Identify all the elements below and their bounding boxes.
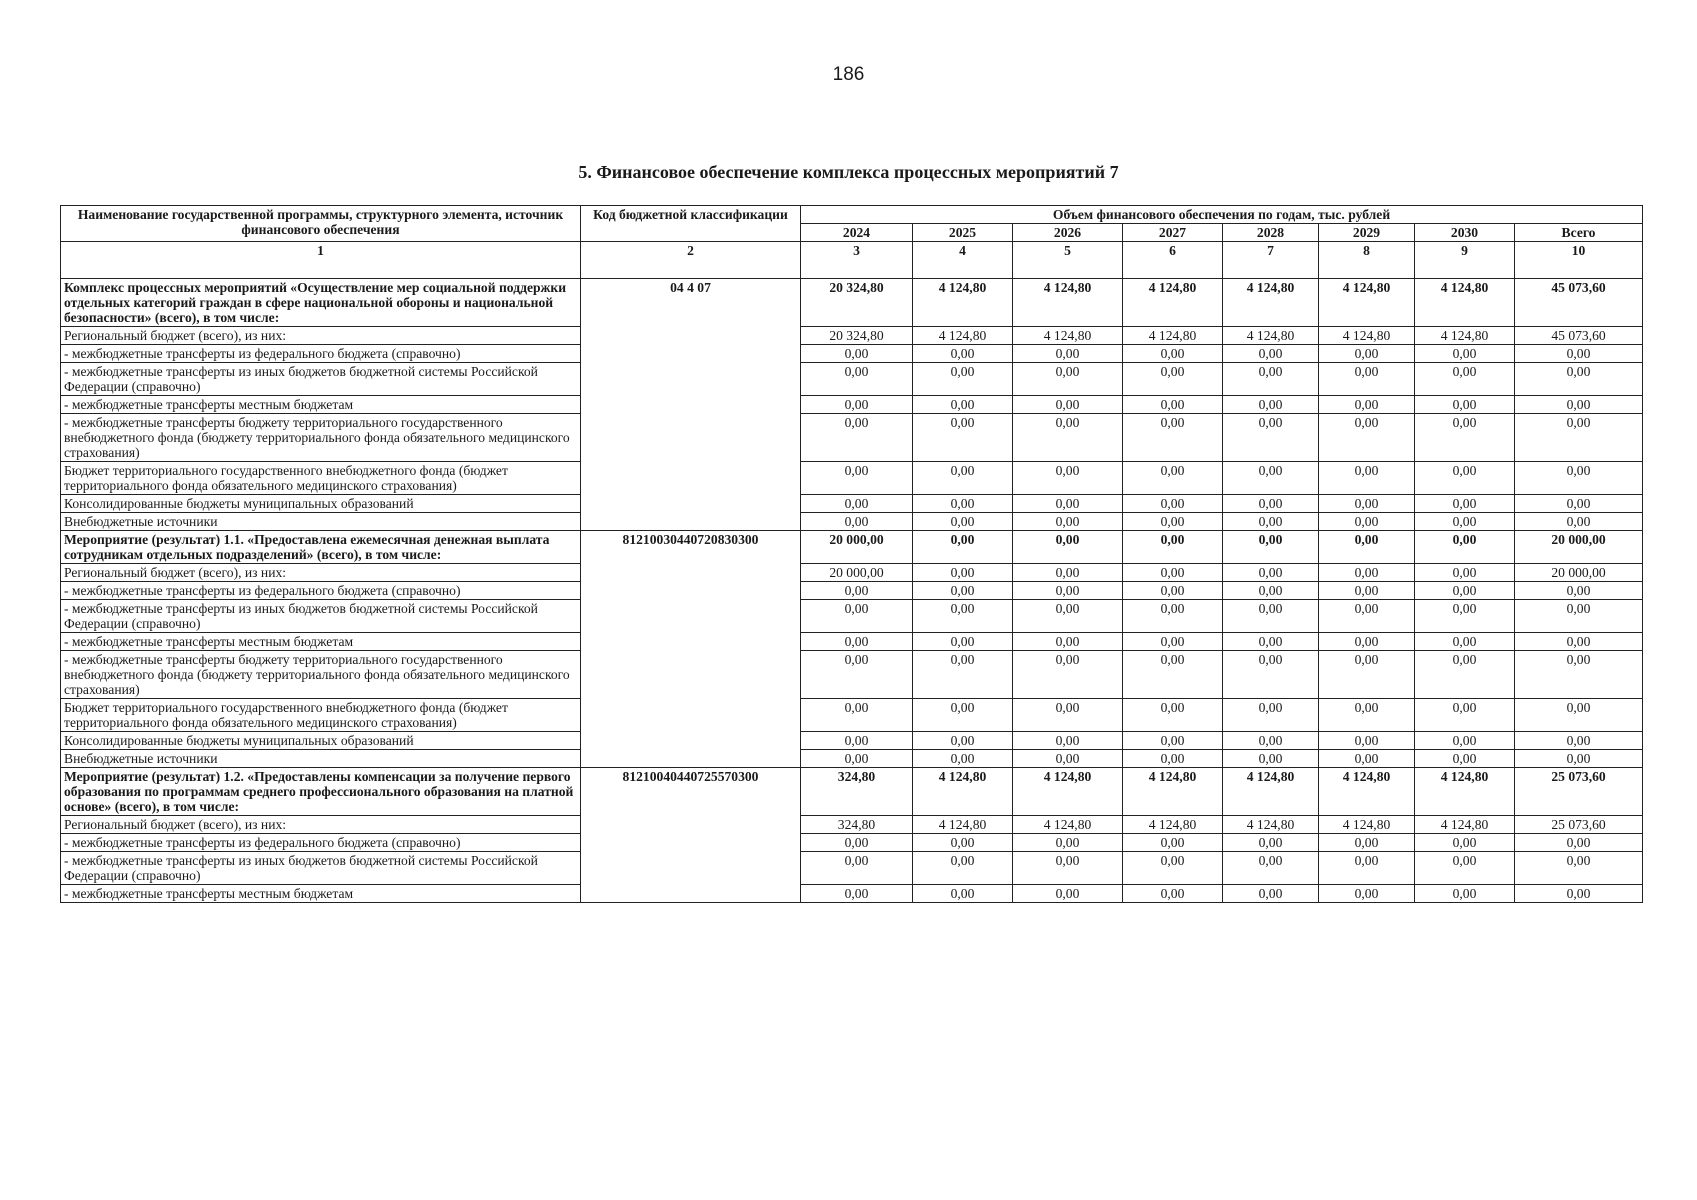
value-cell: 0,00 [1415, 852, 1515, 885]
value-cell: 0,00 [1013, 462, 1123, 495]
value-cell: 20 000,00 [801, 564, 913, 582]
header-column-index: 8 [1319, 242, 1415, 279]
value-cell: 0,00 [1223, 699, 1319, 732]
value-cell: 0,00 [1415, 651, 1515, 699]
row-name: - межбюджетные трансферты из иных бюджетов бюджетной системы Российской Федерации (справочно) [61, 852, 581, 885]
header-column-index: 4 [913, 242, 1013, 279]
header-column-index: 9 [1415, 242, 1515, 279]
value-cell: 0,00 [801, 582, 913, 600]
header-code: Код бюджетной классификации [581, 206, 801, 242]
value-cell: 4 124,80 [1319, 279, 1415, 327]
value-cell: 0,00 [1123, 885, 1223, 903]
value-cell: 0,00 [1415, 345, 1515, 363]
header-year: 2028 [1223, 224, 1319, 242]
table-row [61, 564, 1643, 582]
table-row [61, 816, 1643, 834]
value-cell: 0,00 [1415, 414, 1515, 462]
row-name: - межбюджетные трансферты бюджету территориального государственного внебюджетного фонда (бюджету территориального фонда обязательного медицинского страхования) [61, 414, 581, 462]
value-cell: 4 124,80 [1415, 816, 1515, 834]
table-row [61, 495, 1643, 513]
value-cell: 0,00 [1415, 462, 1515, 495]
value-cell: 0,00 [1415, 699, 1515, 732]
value-cell: 4 124,80 [913, 768, 1013, 816]
table-row [61, 462, 1643, 495]
budget-code: 04 4 07 [581, 279, 801, 531]
value-cell: 0,00 [1415, 600, 1515, 633]
value-cell: 0,00 [1013, 600, 1123, 633]
value-cell: 0,00 [1515, 495, 1643, 513]
table-row [61, 363, 1643, 396]
value-cell: 0,00 [1319, 513, 1415, 531]
value-cell: 0,00 [801, 885, 913, 903]
value-cell: 0,00 [1013, 582, 1123, 600]
value-cell: 4 124,80 [1415, 768, 1515, 816]
value-cell: 45 073,60 [1515, 327, 1643, 345]
header-column-index: 10 [1515, 242, 1643, 279]
value-cell: 0,00 [801, 651, 913, 699]
value-cell: 0,00 [1013, 414, 1123, 462]
value-cell: 0,00 [1415, 396, 1515, 414]
value-cell: 20 000,00 [1515, 531, 1643, 564]
value-cell: 0,00 [1123, 732, 1223, 750]
value-cell: 0,00 [1515, 345, 1643, 363]
value-cell: 0,00 [1415, 633, 1515, 651]
row-name: - межбюджетные трансферты из федерального бюджета (справочно) [61, 582, 581, 600]
table-row [61, 834, 1643, 852]
row-name: - межбюджетные трансферты местным бюджетам [61, 633, 581, 651]
value-cell: 0,00 [1223, 564, 1319, 582]
value-cell: 4 124,80 [1123, 768, 1223, 816]
value-cell: 0,00 [1515, 396, 1643, 414]
row-name: Бюджет территориального государственного внебюджетного фонда (бюджет территориального фонда обязательного медицинского страхования) [61, 462, 581, 495]
section-header-row [61, 531, 1643, 564]
table-row [61, 651, 1643, 699]
table-row [61, 885, 1643, 903]
value-cell: 0,00 [1319, 396, 1415, 414]
value-cell: 0,00 [913, 531, 1013, 564]
row-name: Мероприятие (результат) 1.1. «Предоставлена ежемесячная денежная выплата сотрудникам отдельных подразделений» (всего), в том числе: [61, 531, 581, 564]
value-cell: 0,00 [1415, 363, 1515, 396]
value-cell: 0,00 [1223, 600, 1319, 633]
value-cell: 0,00 [1223, 852, 1319, 885]
value-cell: 0,00 [1515, 732, 1643, 750]
header-column-index: 1 [61, 242, 581, 279]
table-row [61, 852, 1643, 885]
value-cell: 0,00 [1415, 750, 1515, 768]
value-cell: 324,80 [801, 768, 913, 816]
value-cell: 4 124,80 [1123, 816, 1223, 834]
table-row [61, 699, 1643, 732]
value-cell: 0,00 [1223, 495, 1319, 513]
header-volume: Объем финансового обеспечения по годам, тыс. рублей [801, 206, 1643, 224]
value-cell: 0,00 [1123, 600, 1223, 633]
value-cell: 0,00 [1013, 531, 1123, 564]
value-cell: 0,00 [1013, 633, 1123, 651]
value-cell: 0,00 [1319, 600, 1415, 633]
row-name: - межбюджетные трансферты местным бюджетам [61, 396, 581, 414]
header-year: 2025 [913, 224, 1013, 242]
value-cell: 0,00 [1515, 363, 1643, 396]
value-cell: 4 124,80 [1013, 768, 1123, 816]
value-cell: 4 124,80 [1223, 279, 1319, 327]
value-cell: 0,00 [1013, 834, 1123, 852]
value-cell: 4 124,80 [1415, 327, 1515, 345]
value-cell: 4 124,80 [1319, 768, 1415, 816]
value-cell: 4 124,80 [1123, 279, 1223, 327]
table-row [61, 327, 1643, 345]
value-cell: 0,00 [1515, 513, 1643, 531]
value-cell: 0,00 [1013, 852, 1123, 885]
value-cell: 20 000,00 [801, 531, 913, 564]
value-cell: 0,00 [1515, 462, 1643, 495]
value-cell: 0,00 [1319, 414, 1415, 462]
row-name: - межбюджетные трансферты из федерального бюджета (справочно) [61, 345, 581, 363]
value-cell: 0,00 [913, 396, 1013, 414]
value-cell: 0,00 [1013, 513, 1123, 531]
value-cell: 4 124,80 [913, 327, 1013, 345]
value-cell: 0,00 [1319, 651, 1415, 699]
value-cell: 4 124,80 [1223, 816, 1319, 834]
value-cell: 45 073,60 [1515, 279, 1643, 327]
value-cell: 0,00 [1223, 633, 1319, 651]
value-cell: 0,00 [1515, 699, 1643, 732]
value-cell: 0,00 [913, 651, 1013, 699]
value-cell: 0,00 [1415, 834, 1515, 852]
value-cell: 0,00 [1319, 462, 1415, 495]
value-cell: 0,00 [1123, 582, 1223, 600]
value-cell: 0,00 [801, 495, 913, 513]
value-cell: 0,00 [1013, 699, 1123, 732]
value-cell: 0,00 [1223, 885, 1319, 903]
value-cell: 0,00 [1319, 834, 1415, 852]
value-cell: 0,00 [1515, 600, 1643, 633]
row-name: Региональный бюджет (всего), из них: [61, 327, 581, 345]
value-cell: 0,00 [913, 732, 1013, 750]
header-column-index: 3 [801, 242, 913, 279]
value-cell: 0,00 [1415, 513, 1515, 531]
value-cell: 0,00 [1123, 633, 1223, 651]
value-cell: 4 124,80 [1415, 279, 1515, 327]
value-cell: 0,00 [913, 564, 1013, 582]
value-cell: 0,00 [1223, 651, 1319, 699]
value-cell: 0,00 [913, 834, 1013, 852]
value-cell: 4 124,80 [1319, 816, 1415, 834]
value-cell: 4 124,80 [1223, 768, 1319, 816]
value-cell: 0,00 [913, 363, 1013, 396]
row-name: Внебюджетные источники [61, 750, 581, 768]
value-cell: 0,00 [1123, 414, 1223, 462]
header-column-index: 7 [1223, 242, 1319, 279]
value-cell: 0,00 [1319, 495, 1415, 513]
value-cell: 20 324,80 [801, 279, 913, 327]
value-cell: 20 000,00 [1515, 564, 1643, 582]
table-row [61, 396, 1643, 414]
header-row-main [61, 206, 1643, 224]
value-cell: 0,00 [913, 633, 1013, 651]
value-cell: 0,00 [1223, 732, 1319, 750]
header-year: 2029 [1319, 224, 1415, 242]
header-column-index: 6 [1123, 242, 1223, 279]
value-cell: 0,00 [913, 885, 1013, 903]
value-cell: 4 124,80 [913, 816, 1013, 834]
value-cell: 0,00 [1515, 885, 1643, 903]
value-cell: 0,00 [913, 750, 1013, 768]
value-cell: 0,00 [801, 363, 913, 396]
value-cell: 0,00 [801, 852, 913, 885]
value-cell: 0,00 [1415, 495, 1515, 513]
row-name: - межбюджетные трансферты из федерального бюджета (справочно) [61, 834, 581, 852]
value-cell: 0,00 [801, 600, 913, 633]
value-cell: 0,00 [1013, 396, 1123, 414]
value-cell: 0,00 [1415, 732, 1515, 750]
value-cell: 0,00 [1123, 345, 1223, 363]
value-cell: 0,00 [1223, 396, 1319, 414]
value-cell: 0,00 [1013, 732, 1123, 750]
value-cell: 0,00 [1123, 396, 1223, 414]
value-cell: 0,00 [913, 513, 1013, 531]
value-cell: 4 124,80 [1013, 279, 1123, 327]
value-cell: 0,00 [1123, 651, 1223, 699]
table-row [61, 633, 1643, 651]
value-cell: 0,00 [1123, 513, 1223, 531]
table-row [61, 582, 1643, 600]
value-cell: 0,00 [1319, 633, 1415, 651]
value-cell: 0,00 [1319, 564, 1415, 582]
value-cell: 0,00 [801, 732, 913, 750]
value-cell: 0,00 [1319, 852, 1415, 885]
value-cell: 0,00 [801, 750, 913, 768]
header-year: 2030 [1415, 224, 1515, 242]
header-year: Всего [1515, 224, 1643, 242]
section-header-row [61, 768, 1643, 816]
value-cell: 0,00 [1415, 531, 1515, 564]
row-name: - межбюджетные трансферты бюджету территориального государственного внебюджетного фонда (бюджету территориального фонда обязательного медицинского страхования) [61, 651, 581, 699]
financing-table [60, 205, 1643, 903]
value-cell: 0,00 [1123, 495, 1223, 513]
value-cell: 0,00 [913, 852, 1013, 885]
value-cell: 0,00 [1013, 564, 1123, 582]
row-name: Бюджет территориального государственного внебюджетного фонда (бюджет территориального фонда обязательного медицинского страхования) [61, 699, 581, 732]
header-year: 2026 [1013, 224, 1123, 242]
value-cell: 0,00 [1319, 699, 1415, 732]
value-cell: 4 124,80 [1123, 327, 1223, 345]
value-cell: 0,00 [1123, 363, 1223, 396]
section-header-row [61, 279, 1643, 327]
value-cell: 0,00 [1123, 564, 1223, 582]
row-name: Региональный бюджет (всего), из них: [61, 816, 581, 834]
table-row [61, 414, 1643, 462]
value-cell: 0,00 [1123, 834, 1223, 852]
value-cell: 4 124,80 [1319, 327, 1415, 345]
table-body [61, 279, 1643, 903]
value-cell: 0,00 [1515, 852, 1643, 885]
header-year: 2027 [1123, 224, 1223, 242]
value-cell: 0,00 [913, 414, 1013, 462]
value-cell: 0,00 [1223, 414, 1319, 462]
row-name: - межбюджетные трансферты местным бюджетам [61, 885, 581, 903]
page-title: 5. Финансовое обеспечение комплекса процессных мероприятий 7 [578, 162, 1119, 182]
value-cell: 0,00 [1319, 885, 1415, 903]
value-cell: 0,00 [801, 345, 913, 363]
value-cell: 0,00 [1319, 732, 1415, 750]
value-cell: 0,00 [1319, 531, 1415, 564]
value-cell: 0,00 [1123, 531, 1223, 564]
header-column-index: 2 [581, 242, 801, 279]
value-cell: 0,00 [1123, 750, 1223, 768]
value-cell: 0,00 [1013, 750, 1123, 768]
table-row [61, 750, 1643, 768]
header-name: Наименование государственной программы, структурного элемента, источник финансового обеспечения [61, 206, 581, 242]
value-cell: 0,00 [1515, 414, 1643, 462]
page-number: 186 [832, 64, 865, 85]
value-cell: 0,00 [801, 513, 913, 531]
header-row-index [61, 242, 1643, 279]
value-cell: 0,00 [1415, 564, 1515, 582]
value-cell: 0,00 [1123, 699, 1223, 732]
value-cell: 0,00 [1515, 633, 1643, 651]
row-name: Консолидированные бюджеты муниципальных образований [61, 495, 581, 513]
row-name: Региональный бюджет (всего), из них: [61, 564, 581, 582]
value-cell: 0,00 [913, 495, 1013, 513]
budget-code: 81210040440725570300 [581, 768, 801, 903]
value-cell: 0,00 [1223, 363, 1319, 396]
value-cell: 4 124,80 [1013, 327, 1123, 345]
value-cell: 0,00 [1013, 885, 1123, 903]
value-cell: 0,00 [1123, 462, 1223, 495]
value-cell: 0,00 [1319, 582, 1415, 600]
value-cell: 0,00 [801, 414, 913, 462]
value-cell: 0,00 [913, 345, 1013, 363]
value-cell: 0,00 [1123, 852, 1223, 885]
value-cell: 0,00 [1223, 582, 1319, 600]
value-cell: 0,00 [801, 396, 913, 414]
row-name: Мероприятие (результат) 1.2. «Предоставлены компенсации за получение первого образования по программам среднего профессионального образования на платной основе» (всего), в том числе: [61, 768, 581, 816]
value-cell: 0,00 [801, 633, 913, 651]
row-name: Консолидированные бюджеты муниципальных образований [61, 732, 581, 750]
value-cell: 0,00 [1515, 834, 1643, 852]
value-cell: 0,00 [1223, 834, 1319, 852]
value-cell: 0,00 [801, 699, 913, 732]
value-cell: 0,00 [913, 462, 1013, 495]
value-cell: 0,00 [1013, 363, 1123, 396]
value-cell: 0,00 [1013, 651, 1123, 699]
value-cell: 0,00 [1013, 345, 1123, 363]
value-cell: 0,00 [913, 699, 1013, 732]
value-cell: 0,00 [1223, 513, 1319, 531]
table-row [61, 345, 1643, 363]
value-cell: 20 324,80 [801, 327, 913, 345]
value-cell: 0,00 [1319, 363, 1415, 396]
value-cell: 0,00 [1515, 582, 1643, 600]
value-cell: 4 124,80 [1223, 327, 1319, 345]
table-row [61, 513, 1643, 531]
value-cell: 0,00 [1013, 495, 1123, 513]
table-row [61, 600, 1643, 633]
value-cell: 4 124,80 [913, 279, 1013, 327]
row-name: - межбюджетные трансферты из иных бюджетов бюджетной системы Российской Федерации (справочно) [61, 600, 581, 633]
row-name: Комплекс процессных мероприятий «Осуществление мер социальной поддержки отдельных категорий граждан в сфере национальной обороны и национальной безопасности» (всего), в том числе: [61, 279, 581, 327]
value-cell: 0,00 [1515, 651, 1643, 699]
value-cell: 0,00 [1319, 750, 1415, 768]
budget-code: 81210030440720830300 [581, 531, 801, 768]
value-cell: 25 073,60 [1515, 768, 1643, 816]
value-cell: 0,00 [1223, 750, 1319, 768]
header-column-index: 5 [1013, 242, 1123, 279]
value-cell: 0,00 [1415, 885, 1515, 903]
value-cell: 0,00 [1415, 582, 1515, 600]
value-cell: 0,00 [913, 582, 1013, 600]
value-cell: 0,00 [1319, 345, 1415, 363]
row-name: Внебюджетные источники [61, 513, 581, 531]
value-cell: 0,00 [801, 462, 913, 495]
value-cell: 324,80 [801, 816, 913, 834]
row-name: - межбюджетные трансферты из иных бюджетов бюджетной системы Российской Федерации (справочно) [61, 363, 581, 396]
header-year: 2024 [801, 224, 913, 242]
value-cell: 0,00 [1223, 531, 1319, 564]
value-cell: 0,00 [1223, 462, 1319, 495]
value-cell: 0,00 [913, 600, 1013, 633]
value-cell: 0,00 [1223, 345, 1319, 363]
table-row [61, 732, 1643, 750]
value-cell: 0,00 [1515, 750, 1643, 768]
value-cell: 0,00 [801, 834, 913, 852]
value-cell: 25 073,60 [1515, 816, 1643, 834]
value-cell: 4 124,80 [1013, 816, 1123, 834]
